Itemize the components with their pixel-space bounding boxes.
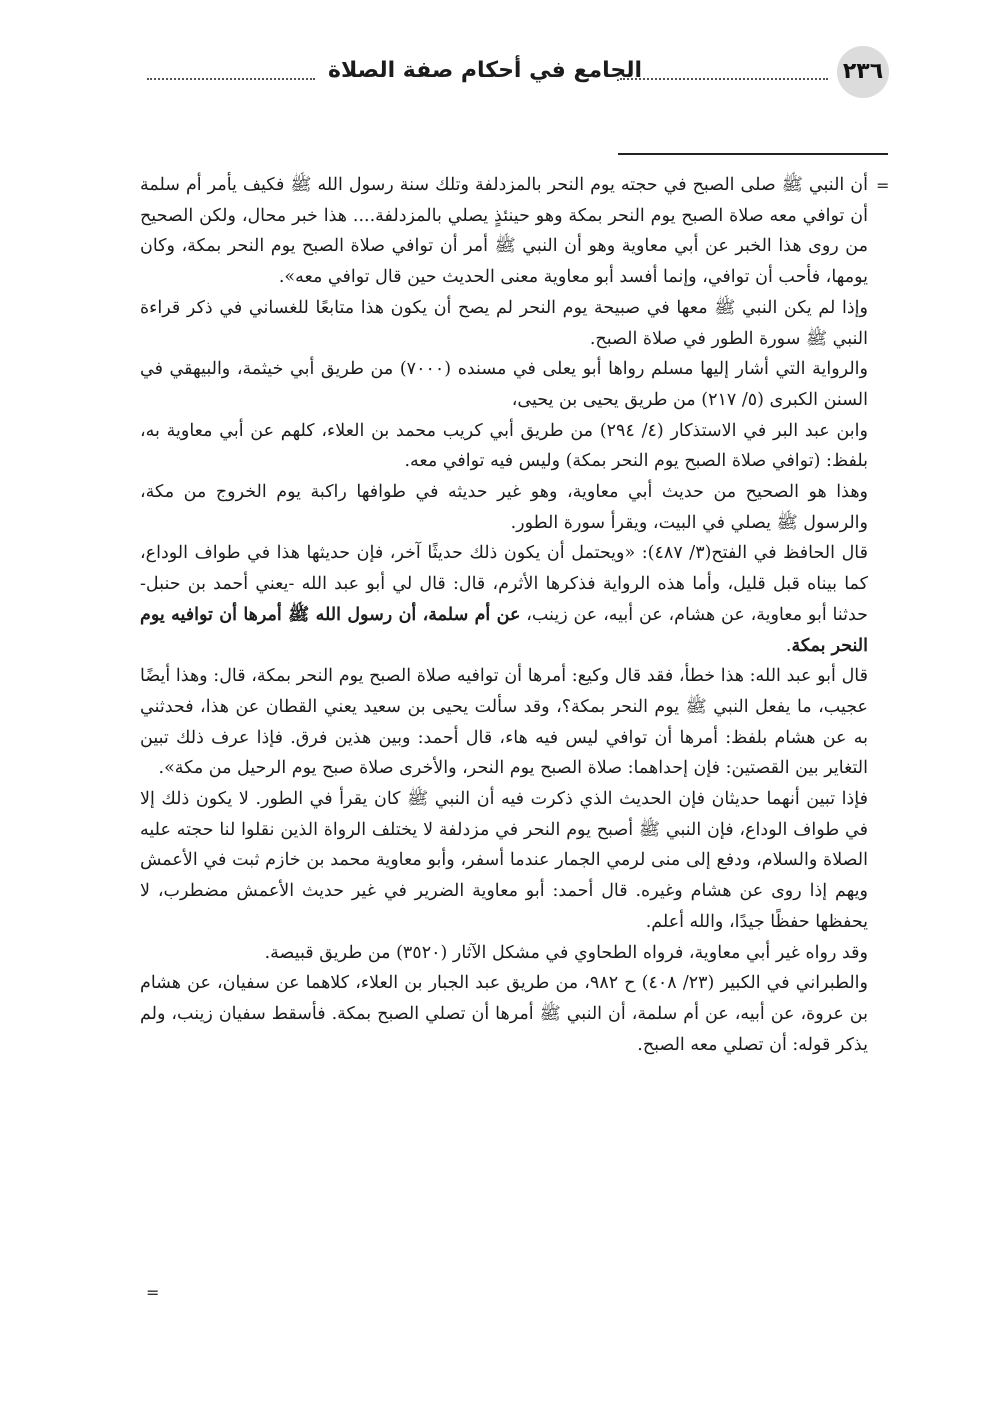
book-title: الجامع في أحكام صفة الصلاة (327, 58, 643, 83)
paragraph (140, 477, 868, 538)
page-number: ٢٣٦ (837, 46, 889, 98)
text-run: أن النبي ﷺ صلى الصبح في حجته يوم النحر بالمزدلفة وتلك سنة رسول الله ﷺ فكيف يأمر أم سلمة أن توافي معه صلاة الصبح يوم النحر بمكة وهو حينئذٍ يصلي بالمزدلفة.... هذا خبر محال، ولكن الصحيح من روى هذا الخبر عن أبي معاوية وهو أن النبي ﷺ أمر أن توافي صلاة الصبح يوم النحر بمكة، وكان يومها، فأحب أن توافي، وإنما أفسد أبو معاوية معنى الحديث حين قال توافي معه». (140, 175, 868, 288)
paragraph (140, 661, 868, 784)
paragraph (140, 968, 868, 1060)
text-run: وابن عبد البر في الاستذكار (٤/ ٢٩٤) من طريق أبي كريب محمد بن العلاء، كلهم عن أبي معاوية به، بلفظ: (توافي صلاة الصبح يوم النحر بمكة) وليس فيه توافي معه. (140, 420, 868, 472)
text-run: . (785, 635, 792, 656)
paragraph (140, 784, 868, 938)
text-run: قال الحافظ في الفتح(٣/ ٤٨٧): «ويحتمل أن يكون ذلك حديثًا آخر، فإن حديثها هذا في طواف الوداع، كما بيناه قبل قليل، وأما هذه الرواية فذكرها الأثرم، قال: قال لي أبو عبد الله -يعني أحمد بن حنبل- حدثنا أبو معاوية، عن هشام، عن أبيه، عن زينب، (140, 543, 869, 625)
paragraph (140, 354, 868, 415)
running-header (140, 46, 892, 98)
paragraph (140, 538, 868, 661)
continuation-mark-top: = (876, 176, 890, 195)
header-dots-left (147, 78, 315, 80)
bold-text: عن أم سلمة، أن رسول الله ﷺ أمرها أن توافيه يوم النحر بمكة (140, 604, 868, 656)
text-run: وإذا لم يكن النبي ﷺ معها في صبيحة يوم النحر لم يصح أن يكون هذا متابعًا للغساني في ذكر قراءة النبي ﷺ سورة الطور في صلاة الصبح. (140, 297, 868, 349)
paragraph (140, 938, 868, 969)
footnote-rule (618, 153, 888, 155)
header-dots-right (620, 78, 828, 80)
text-run: والطبراني في الكبير (٢٣/ ٤٠٨) ح ٩٨٢، من طريق عبد الجبار بن العلاء، كلاهما عن سفيان، عن هشام بن عروة، عن أبيه، عن أم سلمة، أن النبي ﷺ أمرها أن تصلي الصبح بمكة. فأسقط سفيان زينب، ولم يذكر قوله: أن تصلي معه الصبح. (140, 973, 868, 1055)
text-run: فإذا تبين أنهما حديثان فإن الحديث الذي ذكرت فيه أن النبي ﷺ كان يقرأ في الطور. لا يكون ذلك إلا في طواف الوداع، فإن النبي ﷺ أصبح يوم النحر في مزدلفة لا يختلف الرواة الذين نقلوا لنا حجته عليه الصلاة والسلام، ودفع إلى منى لرمي الجمار عندما أسفر، وأبو معاوية محمد بن خازم ثبت في الأعمش ويهم إذا روى عن هشام وغيره. قال أحمد: أبو معاوية الضرير في غير حديث الأعمش مضطرب، لا يحفظها حفظًا جيدًا، والله أعلم. (140, 789, 868, 932)
paragraph (140, 416, 868, 477)
text-run: وقد رواه غير أبي معاوية، فرواه الطحاوي في مشكل الآثار (٣٥٢٠) من طريق قبيصة. (264, 942, 868, 963)
continuation-mark-bottom: = (146, 1283, 160, 1302)
paragraph (140, 170, 868, 293)
paragraph (140, 293, 868, 354)
text-run: والرواية التي أشار إليها مسلم رواها أبو يعلى في مسنده (٧٠٠٠) من طريق أبي خيثمة، والبيهقي في السنن الكبرى (٥/ ٢١٧) من طريق يحيى بن يحيى، (140, 359, 868, 410)
footnote-text (140, 170, 868, 1060)
text-run: وهذا هو الصحيح من حديث أبي معاوية، وهو غير حديثه في طوافها راكبة يوم الخروج من مكة، والرسول ﷺ يصلي في البيت، ويقرأ سورة الطور. (140, 482, 868, 533)
text-run: قال أبو عبد الله: هذا خطأ، فقد قال وكيع: أمرها أن توافيه صلاة الصبح يوم النحر بمكة، قال: وهذا أيضًا عجيب، ما يفعل النبي ﷺ يوم النحر بمكة؟، وقد سألت يحيى بن سعيد يعني القطان عن هذا، فحدثني به عن هشام بلفظ: أمرها أن توافي ليس فيه هاء، قال أحمد: وبين هذين فرق. فإذا عرف ذلك تبين التغاير بين القصتين: فإن إحداهما: صلاة الصبح يوم النحر، والأخرى صلاة صبح يوم الرحيل من مكة». (140, 666, 868, 779)
